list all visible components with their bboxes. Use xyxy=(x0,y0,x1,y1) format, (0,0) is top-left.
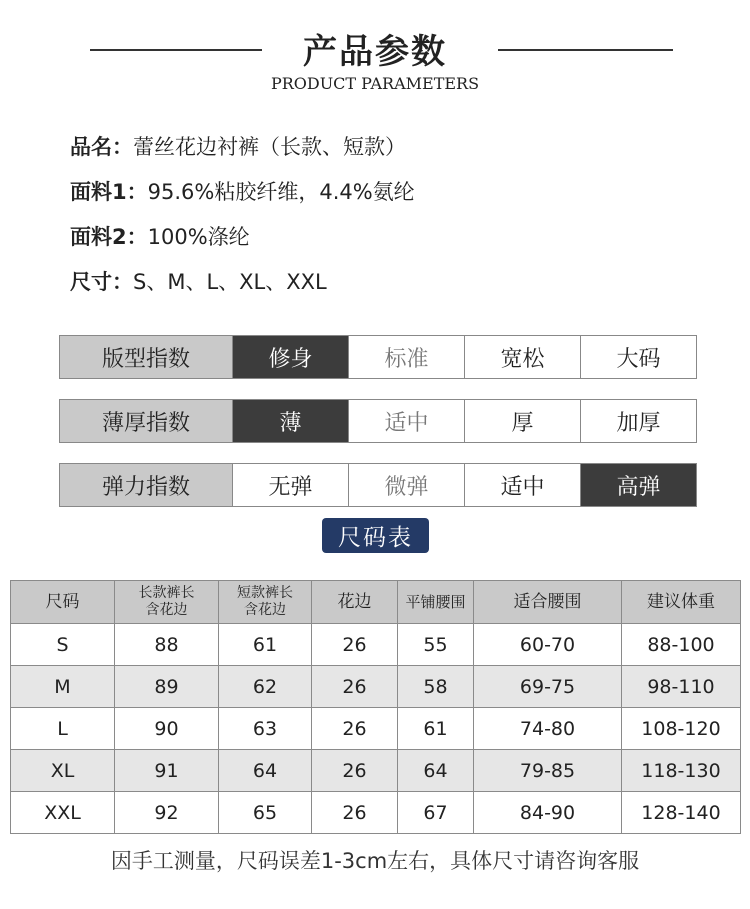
table-cell: 64 xyxy=(398,750,474,792)
table-cell: 108-120 xyxy=(622,708,741,750)
index-option: 适中 xyxy=(349,400,465,442)
size-table xyxy=(10,580,741,834)
index-option-selected: 修身 xyxy=(233,336,349,378)
table-cell: 74-80 xyxy=(474,708,622,750)
param-fabric-1 xyxy=(70,175,415,220)
index-option-selected: 薄 xyxy=(233,400,349,442)
param-key: 尺寸： xyxy=(70,270,133,294)
table-cell: 26 xyxy=(312,624,398,666)
param-value: 蕾丝花边衬裤（长款、短款） xyxy=(133,135,406,159)
table-cell: 88 xyxy=(115,624,219,666)
table-row xyxy=(11,624,741,666)
column-header-fit-waist: 适合腰围 xyxy=(474,581,622,624)
table-cell: M xyxy=(11,666,115,708)
header-line: 含花边 xyxy=(244,602,286,618)
table-row xyxy=(11,792,741,834)
param-sizes xyxy=(70,265,415,310)
section-header xyxy=(0,18,750,98)
param-value: 100%涤纶 xyxy=(147,225,250,249)
param-value: 95.6%粘胶纤维，4.4%氨纶 xyxy=(147,180,415,204)
table-cell: 26 xyxy=(312,792,398,834)
measurement-note: 因手工测量，尺码误差1-3cm左右，具体尺寸请咨询客服 xyxy=(110,849,640,873)
table-cell: XL xyxy=(11,750,115,792)
index-option-selected: 高弹 xyxy=(581,464,696,506)
index-option: 微弹 xyxy=(349,464,465,506)
table-cell: 128-140 xyxy=(622,792,741,834)
column-header-lace: 花边 xyxy=(312,581,398,624)
param-fabric-2 xyxy=(70,220,415,265)
table-cell: 55 xyxy=(398,624,474,666)
table-cell: 26 xyxy=(312,708,398,750)
table-cell: 64 xyxy=(219,750,312,792)
table-cell: 58 xyxy=(398,666,474,708)
page-subtitle: PRODUCT PARAMETERS xyxy=(270,74,480,93)
table-cell: 65 xyxy=(219,792,312,834)
table-cell: 62 xyxy=(219,666,312,708)
index-label: 薄厚指数 xyxy=(60,400,233,442)
column-header-size: 尺码 xyxy=(11,581,115,624)
header-line: 长款裤长 xyxy=(138,585,195,601)
table-cell: 118-130 xyxy=(622,750,741,792)
param-key: 面料1： xyxy=(70,180,148,204)
table-cell: 90 xyxy=(115,708,219,750)
table-header-row xyxy=(11,581,741,624)
thickness-index-row xyxy=(59,399,697,443)
page-title: 产品参数 xyxy=(303,32,447,72)
elasticity-index-row xyxy=(59,463,697,507)
table-cell: 26 xyxy=(312,666,398,708)
table-cell: 92 xyxy=(115,792,219,834)
index-option: 加厚 xyxy=(581,400,696,442)
index-option: 厚 xyxy=(465,400,581,442)
table-cell: 79-85 xyxy=(474,750,622,792)
table-cell: 26 xyxy=(312,750,398,792)
table-cell: 84-90 xyxy=(474,792,622,834)
column-header-long-length xyxy=(115,581,219,624)
param-value: S、M、L、XL、XXL xyxy=(133,270,327,294)
index-option: 标准 xyxy=(349,336,465,378)
size-chart-badge: 尺码表 xyxy=(322,518,429,553)
param-name xyxy=(70,130,415,175)
table-cell: 67 xyxy=(398,792,474,834)
index-label: 版型指数 xyxy=(60,336,233,378)
table-cell: 61 xyxy=(219,624,312,666)
table-cell: 88-100 xyxy=(622,624,741,666)
table-cell: 61 xyxy=(398,708,474,750)
column-header-weight: 建议体重 xyxy=(622,581,741,624)
table-row xyxy=(11,750,741,792)
table-cell: 89 xyxy=(115,666,219,708)
table-cell: 60-70 xyxy=(474,624,622,666)
column-header-short-length xyxy=(219,581,312,624)
table-cell: 98-110 xyxy=(622,666,741,708)
index-label: 弹力指数 xyxy=(60,464,233,506)
table-cell: 91 xyxy=(115,750,219,792)
column-header-flat-waist: 平铺腰围 xyxy=(398,581,474,624)
header-divider-right xyxy=(498,49,673,51)
table-cell: L xyxy=(11,708,115,750)
param-key: 品名： xyxy=(70,135,133,159)
header-line: 含花边 xyxy=(145,602,188,618)
table-cell: XXL xyxy=(11,792,115,834)
index-option: 宽松 xyxy=(465,336,581,378)
fit-index-row xyxy=(59,335,697,379)
param-key: 面料2： xyxy=(70,225,148,249)
index-option: 大码 xyxy=(581,336,696,378)
table-row xyxy=(11,708,741,750)
product-params xyxy=(70,130,415,310)
header-line: 短款裤长 xyxy=(237,585,293,601)
table-cell: 63 xyxy=(219,708,312,750)
table-cell: 69-75 xyxy=(474,666,622,708)
index-option: 适中 xyxy=(465,464,581,506)
table-row xyxy=(11,666,741,708)
table-cell: S xyxy=(11,624,115,666)
index-option: 无弹 xyxy=(233,464,349,506)
